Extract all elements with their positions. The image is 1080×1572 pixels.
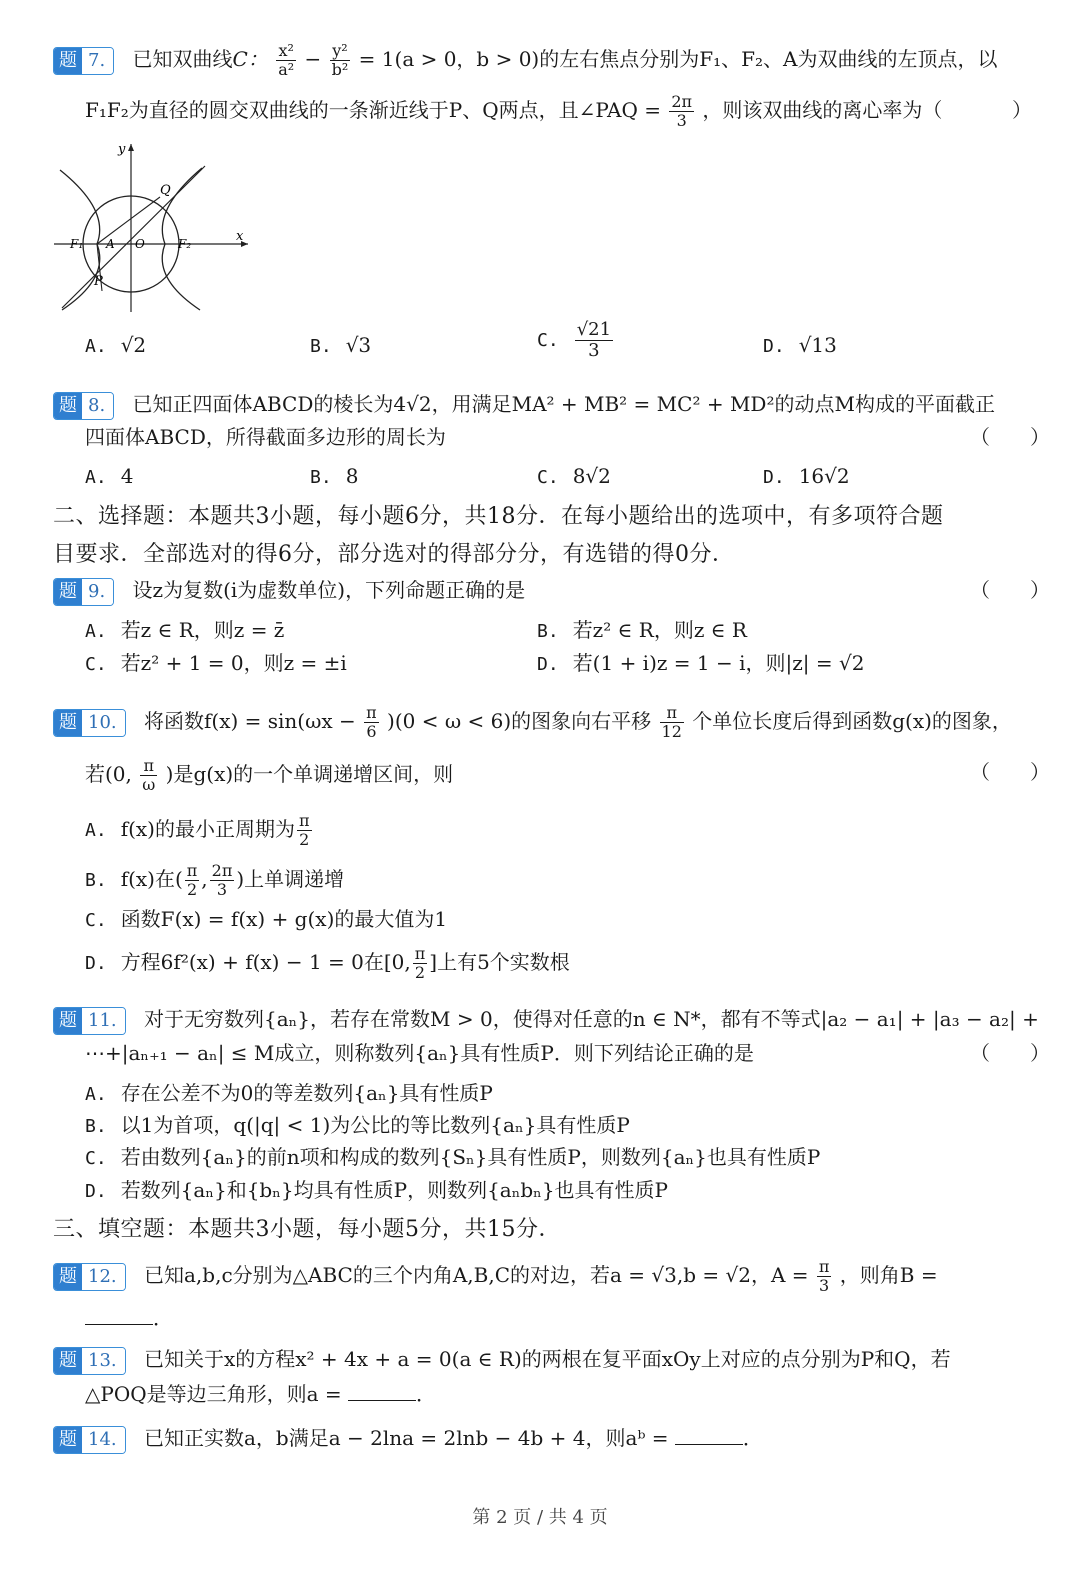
q11-line2: ⋯+|aₙ₊₁ − aₙ| ≤ M成立，则称数列{aₙ}具有性质P．则下列结论正确的是: [85, 1041, 754, 1065]
label-O: O: [135, 237, 145, 251]
section2-heading-line2: 目要求．全部选对的得6分，部分选对的得部分分，有选错的得0分．: [53, 542, 735, 567]
q10-line2: 若(0, $\frac{\pi}{\omega}$ )是g(x)的一个单调递增区间，则: [85, 756, 454, 794]
label-y: y: [118, 142, 126, 157]
q7-option-c: C. $\frac{√21}{3}$: [537, 319, 612, 361]
label-x: x: [236, 229, 244, 244]
q13-tag: 题 13.: [53, 1347, 126, 1375]
label-A: A: [106, 237, 115, 251]
q9-option-d: D. 若(1 + i)z = 1 − i，则|z| = √2: [537, 651, 865, 675]
q7-tag: 题 7.: [53, 47, 114, 75]
q13-line2: △POQ是等边三角形，则a = ．: [85, 1382, 437, 1406]
q11-tag: 题 11.: [53, 1007, 126, 1035]
q9-line1: 题 9. 设z为复数(i为虚数单位)，下列命题正确的是: [53, 577, 525, 606]
q10-option-d: D. 方程6f²(x) + f(x) − 1 = 0在[0, $\frac{\pi}{2}$ ]上有5个实数根: [85, 944, 570, 982]
q7-frac-angle: $\frac{2\pi}{3}$: [671, 92, 693, 130]
q14-tag: 题 14.: [53, 1426, 126, 1454]
q8-paren: （ ）: [970, 425, 1050, 449]
q9-option-b: B. 若z² ∈ R，则z ∈ R: [537, 618, 747, 642]
q11-option-b: B. 以1为首项，q(|q| < 1)为公比的等比数列{aₙ}具有性质P: [85, 1113, 630, 1137]
q7-frac-y: $\frac{\text{y²}}{\text{b²}}$: [331, 41, 349, 79]
page-footer: 第 2 页 / 共 4 页: [472, 1507, 608, 1528]
q12-tag: 题 12.: [53, 1263, 126, 1291]
q9-tag: 题 9.: [53, 578, 114, 606]
q7-hyperbola-figure: [50, 140, 250, 315]
q13-answer-blank[interactable]: [348, 1380, 416, 1401]
label-F2: F₂: [178, 237, 192, 251]
q8-option-d: D. 16√2: [763, 464, 850, 488]
q7-option-d: D. √13: [763, 333, 837, 357]
q9-paren: （ ）: [970, 578, 1050, 602]
q8-line2: 四面体ABCD，所得截面多边形的周长为: [85, 425, 446, 449]
q11-line1: 题 11. 对于无穷数列{aₙ}，若存在常数M > 0，使得对任意的n ∈ N*，都有不等式|a₂ − a₁| + |a₃ − a₂| +: [53, 1006, 1039, 1035]
q12-answer-blank[interactable]: [85, 1304, 153, 1325]
q14-answer-blank[interactable]: [675, 1424, 743, 1445]
q10-line1: 题 10. 将函数f(x) = sin(ωx − $\frac{\pi}{6}$ )(0 < ω < 6)的图象向右平移 $\frac{\pi}{12}$ 个单位长度后得到函数g(x)的图象，: [53, 704, 1012, 741]
q11-option-c: C. 若由数列{aₙ}的前n项和构成的数列{Sₙ}具有性质P，则数列{aₙ}也具有性质P: [85, 1145, 821, 1169]
q13-line1: 题 13. 已知关于x的方程x² + 4x + a = 0(a ∈ R)的两根在复平面xOy上对应的点分别为P和Q，若: [53, 1346, 951, 1375]
q10-option-b: B. f(x)在( $\frac{\pi}{2}$ , $\frac{2\pi}{3}$ )上单调递增: [85, 861, 345, 899]
q7-frac-x: $\frac{\text{x²}}{\text{a²}}$: [278, 41, 295, 79]
q7-line2: F₁F₂为直径的圆交双曲线的一条渐近线于P、Q两点，且∠PAQ = $\frac{2\pi}{3}$ ，则该双曲线的离心率为（: [85, 92, 943, 130]
q12-line1: 题 12. 已知a,b,c分别为△ABC的三个内角A,B,C的对边，若a = √3,b = √2，A = $\frac{\pi}{3}$ ，则角B =: [53, 1258, 938, 1295]
label-Q: Q: [160, 183, 171, 198]
q8-option-a: A. 4: [85, 464, 134, 488]
q10-paren: （ ）: [970, 760, 1050, 784]
q7-option-a: A. √2: [85, 333, 147, 357]
q7-line1: 题 7. 已知双曲线C： $\frac{\text{x²}}{\text{a²}}$ − $\frac{\text{y²}}{\text{b²}}$ = 1(a > 0，b > 0)的左右焦点分别为F₁、F₂、A为双曲线的左顶点，以: [53, 42, 997, 79]
q8-option-c: C. 8√2: [537, 464, 611, 488]
label-F1: F₁: [70, 237, 84, 251]
q10-option-c: C. 函数F(x) = f(x) + g(x)的最大值为1: [85, 907, 448, 931]
label-P: P: [94, 274, 103, 289]
q8-tag: 题 8.: [53, 392, 114, 420]
q11-paren: （ ）: [970, 1041, 1050, 1065]
q8-option-b: B. 8: [310, 464, 359, 488]
q12-answer-line: ．: [85, 1304, 173, 1331]
q8-line1: 题 8. 已知正四面体ABCD的棱长为4√2，用满足MA² + MB² = MC² + MD²的动点M构成的平面截正: [53, 391, 995, 420]
q9-option-c: C. 若z² + 1 = 0，则z = ±i: [85, 651, 347, 675]
q10-option-a: A. f(x)的最小正周期为 $\frac{\pi}{2}$: [85, 811, 310, 849]
q14-line1: 题 14. 已知正实数a，b满足a − 2lna = 2lnb − 4b + 4，则aᵇ = ．: [53, 1424, 763, 1454]
section3-heading: 三、填空题：本题共3小题，每小题5分，共15分．: [53, 1217, 561, 1242]
section2-heading-line1: 二、选择题：本题共3小题，每小题6分，共18分．在每小题给出的选项中，有多项符合题: [53, 504, 944, 529]
q11-option-d: D. 若数列{aₙ}和{bₙ}均具有性质P，则数列{aₙbₙ}也具有性质P: [85, 1178, 669, 1202]
q10-tag: 题 10.: [53, 709, 126, 737]
q7-paren-close: ）: [1012, 98, 1032, 122]
q9-option-a: A. 若z ∈ R，则z = z̄: [85, 618, 285, 642]
q7-option-b: B. √3: [310, 333, 372, 357]
q11-option-a: A. 存在公差不为0的等差数列{aₙ}具有性质P: [85, 1081, 493, 1105]
y-axis-arrow: [128, 144, 134, 151]
